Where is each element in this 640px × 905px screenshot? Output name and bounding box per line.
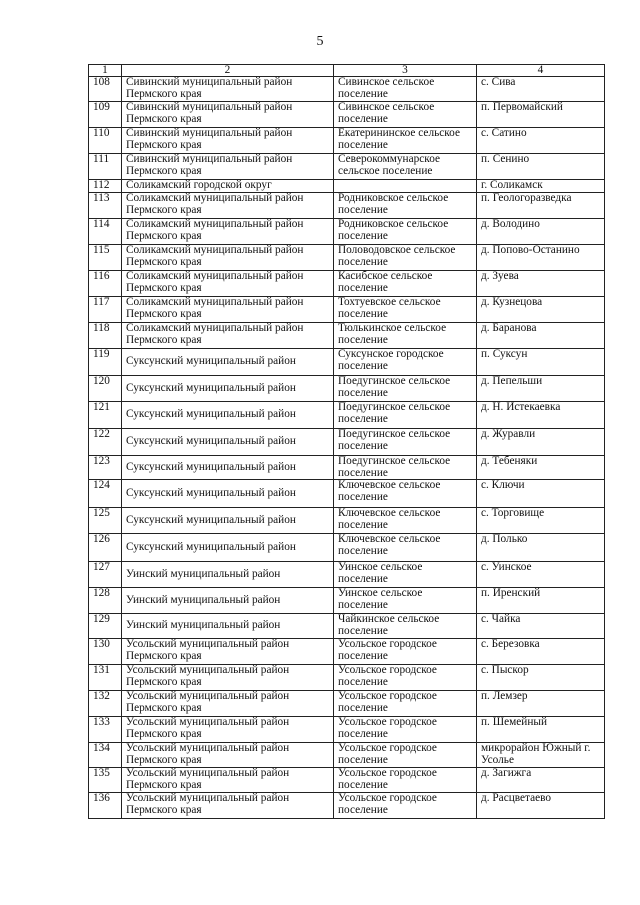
- row-number-cell: 134: [89, 743, 122, 768]
- district-cell: Усольский муниципальный район Пермского края: [122, 717, 334, 743]
- locality-cell: д. Загижга: [477, 768, 605, 793]
- settlement-cell: Усольское городское поселение: [334, 717, 477, 743]
- table-row: [89, 665, 605, 691]
- district-cell: Суксунский муниципальный район: [122, 456, 334, 480]
- district-cell: Суксунский муниципальный район: [122, 376, 334, 402]
- district-cell: Соликамский муниципальный район Пермского края: [122, 323, 334, 349]
- district-cell: Усольский муниципальный район Пермского края: [122, 768, 334, 793]
- page-number: 5: [316, 34, 324, 49]
- row-number-cell: 129: [89, 614, 122, 639]
- district-cell: Соликамский муниципальный район Пермского края: [122, 245, 334, 271]
- settlement-cell: Уинское сельское поселение: [334, 562, 477, 588]
- table-row: [89, 768, 605, 793]
- district-cell: Усольский муниципальный район Пермского края: [122, 691, 334, 717]
- table-row: [89, 271, 605, 297]
- table-row: [89, 102, 605, 128]
- locality-cell: п. Суксун: [477, 349, 605, 376]
- locality-cell: п. Шемейный: [477, 717, 605, 743]
- row-number-cell: 112: [89, 180, 122, 193]
- row-number-cell: 126: [89, 534, 122, 562]
- district-cell: Соликамский муниципальный район Пермского края: [122, 271, 334, 297]
- locality-cell: п. Иренский: [477, 588, 605, 614]
- table-row: [89, 402, 605, 429]
- settlement-cell: Усольское городское поселение: [334, 743, 477, 768]
- row-number-cell: 114: [89, 219, 122, 245]
- settlement-cell: Касибское сельское поселение: [334, 271, 477, 297]
- row-number-cell: 108: [89, 77, 122, 102]
- table-row: [89, 480, 605, 508]
- settlement-cell: Ключевское сельское поселение: [334, 480, 477, 508]
- table-row: [89, 193, 605, 219]
- row-number-cell: 116: [89, 271, 122, 297]
- settlement-cell: Северокоммунарское сельское поселение: [334, 154, 477, 180]
- locality-cell: с. Ключи: [477, 480, 605, 508]
- settlement-cell: Поедугинское сельское поселение: [334, 456, 477, 480]
- district-cell: Суксунский муниципальный район: [122, 534, 334, 562]
- settlement-cell: Суксунское городское поселение: [334, 349, 477, 376]
- locality-cell: д. Пепельши: [477, 376, 605, 402]
- table-row: [89, 429, 605, 456]
- district-cell: Соликамский городской округ: [122, 180, 334, 193]
- row-number-cell: 125: [89, 508, 122, 534]
- row-number-cell: 131: [89, 665, 122, 691]
- settlement-cell: Родниковское сельское поселение: [334, 219, 477, 245]
- row-number-cell: 115: [89, 245, 122, 271]
- locality-cell: п. Сенино: [477, 154, 605, 180]
- table-row: [89, 614, 605, 639]
- district-cell: Сивинский муниципальный район Пермского края: [122, 154, 334, 180]
- district-cell: Суксунский муниципальный район: [122, 349, 334, 376]
- column-header-3: 3: [334, 65, 477, 77]
- row-number-cell: 110: [89, 128, 122, 154]
- row-number-cell: 122: [89, 429, 122, 456]
- row-number-cell: 119: [89, 349, 122, 376]
- locality-cell: д. Зуева: [477, 271, 605, 297]
- row-number-cell: 117: [89, 297, 122, 323]
- column-header-4: 4: [477, 65, 605, 77]
- settlement-cell: Сивинское сельское поселение: [334, 102, 477, 128]
- settlement-cell: Усольское городское поселение: [334, 793, 477, 819]
- table-body: [89, 77, 605, 819]
- district-cell: Уинский муниципальный район: [122, 614, 334, 639]
- district-cell: Соликамский муниципальный район Пермского края: [122, 219, 334, 245]
- settlement-cell: Поедугинское сельское поселение: [334, 429, 477, 456]
- district-cell: Сивинский муниципальный район Пермского края: [122, 102, 334, 128]
- settlement-cell: Тохтуевское сельское поселение: [334, 297, 477, 323]
- table-row: [89, 349, 605, 376]
- locality-cell: с. Чайка: [477, 614, 605, 639]
- table-row: [89, 297, 605, 323]
- settlement-cell: Родниковское сельское поселение: [334, 193, 477, 219]
- row-number-cell: 120: [89, 376, 122, 402]
- row-number-cell: 132: [89, 691, 122, 717]
- settlement-cell: Половодовское сельское поселение: [334, 245, 477, 271]
- district-cell: Усольский муниципальный район Пермского края: [122, 639, 334, 665]
- row-number-cell: 118: [89, 323, 122, 349]
- settlement-cell: Усольское городское поселение: [334, 665, 477, 691]
- locality-cell: с. Торговище: [477, 508, 605, 534]
- district-cell: Суксунский муниципальный район: [122, 429, 334, 456]
- district-cell: Усольский муниципальный район Пермского края: [122, 743, 334, 768]
- row-number-cell: 109: [89, 102, 122, 128]
- settlement-cell: Екатерининское сельское поселение: [334, 128, 477, 154]
- row-number-cell: 124: [89, 480, 122, 508]
- table-row: [89, 128, 605, 154]
- table-row: [89, 534, 605, 562]
- district-cell: Суксунский муниципальный район: [122, 480, 334, 508]
- table-row: [89, 323, 605, 349]
- locality-cell: д. Тебеняки: [477, 456, 605, 480]
- district-cell: Соликамский муниципальный район Пермского края: [122, 297, 334, 323]
- locality-cell: д. Н. Истекаевка: [477, 402, 605, 429]
- table-row: [89, 691, 605, 717]
- locality-cell: с. Уинское: [477, 562, 605, 588]
- settlement-cell: Усольское городское поселение: [334, 639, 477, 665]
- row-number-cell: 128: [89, 588, 122, 614]
- row-number-cell: 127: [89, 562, 122, 588]
- locality-cell: п. Геологоразведка: [477, 193, 605, 219]
- row-number-cell: 121: [89, 402, 122, 429]
- table-row: [89, 743, 605, 768]
- settlement-cell: [334, 180, 477, 193]
- settlement-cell: Тюлькинское сельское поселение: [334, 323, 477, 349]
- district-cell: Усольский муниципальный район Пермского края: [122, 793, 334, 819]
- district-cell: Уинский муниципальный район: [122, 562, 334, 588]
- table-row: [89, 77, 605, 102]
- district-cell: Сивинский муниципальный район Пермского края: [122, 77, 334, 102]
- locality-cell: д. Расцветаево: [477, 793, 605, 819]
- table-header-row: [89, 65, 605, 77]
- district-cell: Соликамский муниципальный район Пермского края: [122, 193, 334, 219]
- district-cell: Суксунский муниципальный район: [122, 402, 334, 429]
- table-row: [89, 639, 605, 665]
- locality-cell: с. Пыскор: [477, 665, 605, 691]
- settlement-cell: Уинское сельское поселение: [334, 588, 477, 614]
- table-row: [89, 588, 605, 614]
- row-number-cell: 135: [89, 768, 122, 793]
- table-row: [89, 562, 605, 588]
- settlement-cell: Ключевское сельское поселение: [334, 534, 477, 562]
- row-number-cell: 123: [89, 456, 122, 480]
- row-number-cell: 136: [89, 793, 122, 819]
- settlement-cell: Поедугинское сельское поселение: [334, 376, 477, 402]
- table-row: [89, 219, 605, 245]
- locality-cell: п. Первомайский: [477, 102, 605, 128]
- locality-cell: д. Кузнецова: [477, 297, 605, 323]
- locality-cell: д. Баранова: [477, 323, 605, 349]
- column-header-1: 1: [89, 65, 122, 77]
- locality-cell: с. Сива: [477, 77, 605, 102]
- settlement-cell: Усольское городское поселение: [334, 691, 477, 717]
- row-number-cell: 111: [89, 154, 122, 180]
- locality-cell: п. Лемзер: [477, 691, 605, 717]
- settlements-table: [88, 64, 605, 819]
- row-number-cell: 113: [89, 193, 122, 219]
- table-row: [89, 180, 605, 193]
- locality-cell: г. Соликамск: [477, 180, 605, 193]
- row-number-cell: 130: [89, 639, 122, 665]
- locality-cell: с. Березовка: [477, 639, 605, 665]
- table-row: [89, 508, 605, 534]
- row-number-cell: 133: [89, 717, 122, 743]
- table-row: [89, 376, 605, 402]
- locality-cell: д. Журавли: [477, 429, 605, 456]
- locality-cell: микрорайон Южный г. Усолье: [477, 743, 605, 768]
- district-cell: Сивинский муниципальный район Пермского края: [122, 128, 334, 154]
- district-cell: Усольский муниципальный район Пермского края: [122, 665, 334, 691]
- locality-cell: с. Сатино: [477, 128, 605, 154]
- settlement-cell: Поедугинское сельское поселение: [334, 402, 477, 429]
- locality-cell: д. Попово-Останино: [477, 245, 605, 271]
- table-row: [89, 717, 605, 743]
- table-row: [89, 245, 605, 271]
- settlement-cell: Сивинское сельское поселение: [334, 77, 477, 102]
- table-row: [89, 456, 605, 480]
- district-cell: Суксунский муниципальный район: [122, 508, 334, 534]
- locality-cell: д. Полько: [477, 534, 605, 562]
- settlement-cell: Усольское городское поселение: [334, 768, 477, 793]
- locality-cell: д. Володино: [477, 219, 605, 245]
- table-row: [89, 793, 605, 819]
- settlement-cell: Ключевское сельское поселение: [334, 508, 477, 534]
- column-header-2: 2: [122, 65, 334, 77]
- settlement-cell: Чайкинское сельское поселение: [334, 614, 477, 639]
- district-cell: Уинский муниципальный район: [122, 588, 334, 614]
- table-row: [89, 154, 605, 180]
